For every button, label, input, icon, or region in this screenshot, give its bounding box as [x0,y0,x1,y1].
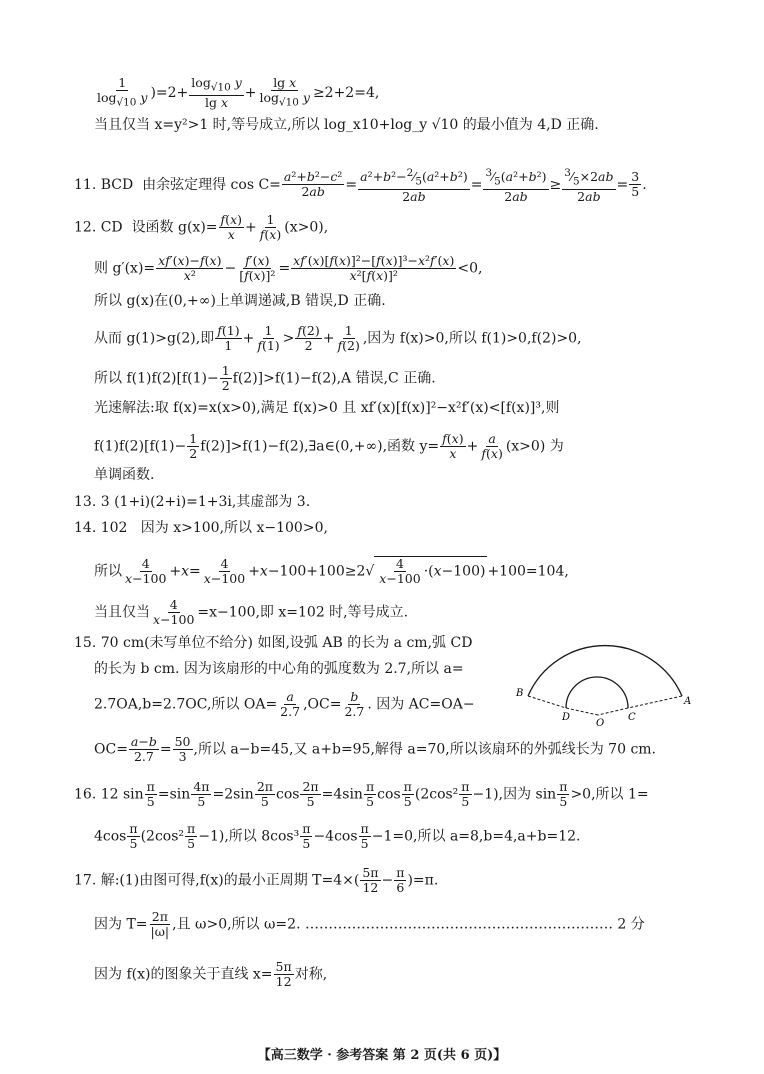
q10-conclusion: 当且仅当 x=y²>1 时,等号成立,所以 log_x10+log_y √10 的最小值为 4,D 正确. [94,117,599,133]
fraction: $\frac{4}{x-100}$ [379,556,421,586]
text: ,所以 a−b=45,又 a+b=95,解得 a=70,所以该扇环的外弧线长为 70 cm. [193,741,657,758]
fraction: $\frac{1}{2}$ [221,363,230,393]
q15-line2: 的长为 b cm. 因为该扇形的中心角的弧度数为 2.7,所以 a= [94,661,464,677]
fraction: $\frac{f(x)}{x}$ [442,431,464,461]
fraction: $\frac{2\pi}{|\omega|}$ [150,909,170,939]
label-b: B [516,688,524,699]
fraction: $\frac{a}{f(x)}$ [481,431,503,461]
text: 因为 x>100,所以 x−100>0, [140,520,328,536]
fraction: $\frac{4}{x-100}$ [125,556,167,586]
edge-ac [628,696,682,708]
text: 所以 [94,563,122,580]
fraction: $\frac{b}{2.7}$ [344,689,365,719]
fraction: $\frac{\text{lg x}}{\log_{√10} y}$ [259,75,310,109]
q12-fast-method: 光速解法:取 f(x)=x(x>0),满足 f(x)>0 且 xf′(x)[f(x)]²−x²f′(x)<[f(x)]³,则 [94,400,560,416]
fraction: $\frac{1}{\log_{√10} y}$ [97,75,148,109]
fraction: $\frac{\pi}{5}$ [187,821,196,851]
text: ,且 ω>0,所以 ω=2. ………………………………………………………… 2 分 [172,916,645,933]
q14-equality [94,598,408,627]
outer-arc [528,646,682,696]
q15-line1: 15. 70 cm(未写单位不给分) 如图,设弧 AB 的长为 a cm,弧 CD [74,635,473,651]
fraction: $\frac{4}{x-100}$ [153,597,195,627]
fraction: $\frac{\pi}{5}$ [302,821,311,851]
text: 4cos [94,828,127,845]
q12-fast-line3: 单调函数. [94,467,155,483]
label-c: C [628,712,636,723]
q12-derivative: 则 g′(x)= $\frac{xf'(x)-f(x)}{\text{x²}}$ − $\frac{f'(x)}{\text{[f(x)]²}}$ = $\frac{\text{xf′(x)[f(x)]²−[f(x)]³−x²f′(x)}}{\text{x²[f(x)]²}}$ <0, [94,253,483,283]
text: 由余弦定理得 cos C= [142,176,281,193]
fraction: $\frac{f(x)}{x}$ [220,212,243,242]
fraction: $\frac{a^2+b^2-^2⁄_5(a^2+b^2)}{2ab}$ [360,167,468,204]
q12-fast-line2: f(1)f(2)[f(1)− $\frac{1}{2}$ f(2)]>f(1)−f(2),∃a∈(0,+∞),函数 y= $\frac{f(x)}{x}$ + $\frac{a}{f(x)}$ (x>0) 为 [94,431,564,461]
fraction: $\frac{5\pi}{12}$ [362,865,379,895]
fraction: $\frac{\text{a²+b²−c²}}{2ab}$ [283,169,343,200]
fraction: $\frac{2\pi}{5}$ [256,779,273,809]
text: ,因为 f(x)>0,所以 f(1)>0,f(2)>0, [362,330,582,347]
q14-inequality: 所以 $\frac{4}{x-100}$ +x= $\frac{4}{x-100}$ +x−100+100≥2√ $\frac{4}{x-100}$ ·(x−100) +100=104, [94,556,569,586]
fraction: $\frac{50}{3}$ [174,734,191,764]
q17-line3 [94,960,327,989]
q16-line1: 16. 12 sin $\frac{\pi}{5}$ =sin $\frac{4\pi}{5}$ =2sin $\frac{2\pi}{5}$ cos $\frac{2\pi}{5}$ =4sin $\frac{\pi}{5}$ cos $\frac{\pi}{5}$ (2cos² $\frac{\pi}{5}$ −1),因为 sin $\frac{\pi}{5}$ >0,所以 1= [74,779,649,809]
text: f(1)f(2)[f(1)− [94,438,187,455]
text: 设函数 g(x)= [131,219,218,236]
text: 因为 T= [94,916,148,933]
q12-from-line: 从而 g(1)>g(2),即 $\frac{f(1)}{1}$ + $\frac{1}{f(1)}$ > $\frac{f(2)}{2}$ + $\frac{1}{f(2)}$ ,因为 f(x)>0,所以 f(1)>0,f(2)>0, [94,323,582,353]
text: (x>0) 为 [505,438,564,455]
fraction: $\frac{\pi}{6}$ [396,865,405,895]
label-o: O [596,718,605,728]
fraction: $\frac{1}{f(x)}$ [259,212,282,242]
text: 2.7OA,b=2.7OC,所以 OA= [94,696,278,713]
text: ≥2+2=4, [312,84,380,101]
fraction: $\frac{\log_{√10} y}{\text{lg x}}$ [191,75,242,110]
fraction: $\frac{^3⁄_5\times 2ab}{2ab}$ [564,167,614,204]
fraction: $\frac{\pi}{5}$ [365,779,375,809]
fraction: $\frac{f(2)}{2}$ [297,323,320,353]
text: )=2+ [150,84,189,101]
question-number: 12. CD [74,219,123,236]
label-a: A [684,696,692,707]
text: f(2)]>f(1)−f(2),A 错误,C 正确. [232,370,436,387]
fraction: $\frac{\text{xf′(x)[f(x)]²−[f(x)]³−x²f′(x)}}{\text{x²[f(x)]²}}$ [293,253,455,283]
text: 当且仅当 [94,604,150,621]
page-footer: 【高三数学 · 参考答案 第 2 页(共 6 页)】 [257,1048,507,1063]
text: 则 g′(x)= [94,260,156,277]
text: +100=104, [487,563,569,580]
label-d: D [562,712,571,723]
fraction: $\frac{\pi}{5}$ [129,821,138,851]
fraction: $\frac{1}{f(1)}$ [257,323,280,353]
text: 对称, [294,966,328,983]
fraction: $\frac{\pi}{5}$ [461,779,470,809]
edge-bd [528,696,566,708]
fraction: $\frac{\pi}{5}$ [403,779,412,809]
fraction: $\frac{^3⁄_5(a^2+b^2)}{2ab}$ [485,167,547,204]
q15-line4: OC= $\frac{a-b}{2.7}$ = $\frac{50}{3}$ ,所以 a−b=45,又 a+b=95,解得 a=70,所以该扇环的外弧线长为 70 cm. [94,734,657,764]
fraction: $\frac{f(1)}{1}$ [217,323,240,353]
q16-line2: 4cos $\frac{\pi}{5}$ (2cos² $\frac{\pi}{5}$ −1),所以 8cos³ $\frac{\pi}{5}$ −4cos $\frac{\pi}{5}$ −1=0,所以 a=8,b=4,a+b=12. [94,821,581,851]
fraction: $\frac{4\pi}{5}$ [193,779,210,809]
q11-line: 11. BCD 由余弦定理得 cos C= $\frac{\text{a²+b²−c²}}{2ab}$ = $\frac{a^2+b^2-^2⁄_5(a^2+b^2)}{2ab}$ = $\frac{^3⁄_5(a^2+b^2)}{2ab}$ ≥ $\frac{^3⁄_5\times 2ab}{2ab}$ = $\frac{3}{5}$ . [74,167,647,204]
text: . 因为 AC=OA− [367,696,475,713]
text: (x>0), [284,219,329,236]
fraction: $\frac{a-b}{2.7}$ [130,734,157,764]
text: >0,所以 1= [570,786,649,803]
fraction: $\frac{2\pi}{5}$ [302,779,319,809]
text: 因为 f(x)的图象关于直线 x= [94,966,273,983]
text: <0, [457,260,483,277]
fraction: $\frac{\pi}{5}$ [146,779,155,809]
q13-line: 13. 3 (1+i)(2+i)=1+3i,其虚部为 3. [74,494,311,510]
fraction: $\frac{4}{x-100}$ [203,556,246,586]
q12-so-line [94,364,436,393]
question-number: 14. 102 [74,520,128,536]
text: 17. 解:(1)由图可得,f(x)的最小正周期 T=4×( [74,872,360,889]
fraction: $\frac{1}{f(2)}$ [337,323,360,353]
text: =x−100,即 x=102 时,等号成立. [197,604,409,621]
text: OC= [94,741,128,758]
q14-line1 [74,519,328,537]
sector-figure [510,628,700,728]
fraction: $\frac{\pi}{5}$ [559,779,568,809]
text: ,OC= [303,696,342,713]
log-expression-line: $\frac{1}{\log_{√10} y}$ )=2+ $\frac{\log_{√10} y}{\text{lg x}}$ + $\frac{\text{lg x}}{\log_{√10} y}$ ≥2+2=4, [97,75,380,110]
fraction: $\frac{\pi}{5}$ [360,821,369,851]
fraction: $\frac{a}{2.7}$ [280,689,301,719]
question-number: 11. BCD [74,176,134,193]
fraction: $\frac{1}{2}$ [189,431,198,461]
fraction: $\frac{3}{5}$ [631,169,640,200]
text: 所以 f(1)f(2)[f(1)− [94,370,219,387]
text: 从而 g(1)>g(2),即 [94,330,215,347]
text: −1=0,所以 a=8,b=4,a+b=12. [371,828,581,845]
text: 16. 12 sin [74,786,144,803]
fraction: $\frac{5\pi}{12}$ [275,959,292,989]
q12-monotonic: 所以 g(x)在(0,+∞)上单调递减,B 错误,D 正确. [94,293,386,309]
q15-line3 [94,690,475,719]
q17-line1: 17. 解:(1)由图可得,f(x)的最小正周期 T=4×( $\frac{5\pi}{12}$ − $\frac{\pi}{6}$ )=π. [74,865,439,895]
sqrt-radicand: $\frac{4}{x-100}$ ·(x−100) [374,556,487,586]
text: f(2)]>f(1)−f(2),∃a∈(0,+∞),函数 y= [200,438,440,455]
text: )=π. [407,872,439,889]
q17-line2 [94,910,645,939]
edge-co [598,708,628,715]
q12-line1: 12. CD 设函数 g(x)= $\frac{f(x)}{x}$ + $\frac{1}{f(x)}$ (x>0), [74,212,329,242]
text: ,因为 sin [498,786,557,803]
inner-arc [566,677,628,708]
fraction: $\frac{xf'(x)-f(x)}{\text{x²}}$ [158,253,222,283]
edge-do [566,708,598,715]
fraction: $\frac{f'(x)}{\text{[f(x)]²}}$ [239,253,276,283]
